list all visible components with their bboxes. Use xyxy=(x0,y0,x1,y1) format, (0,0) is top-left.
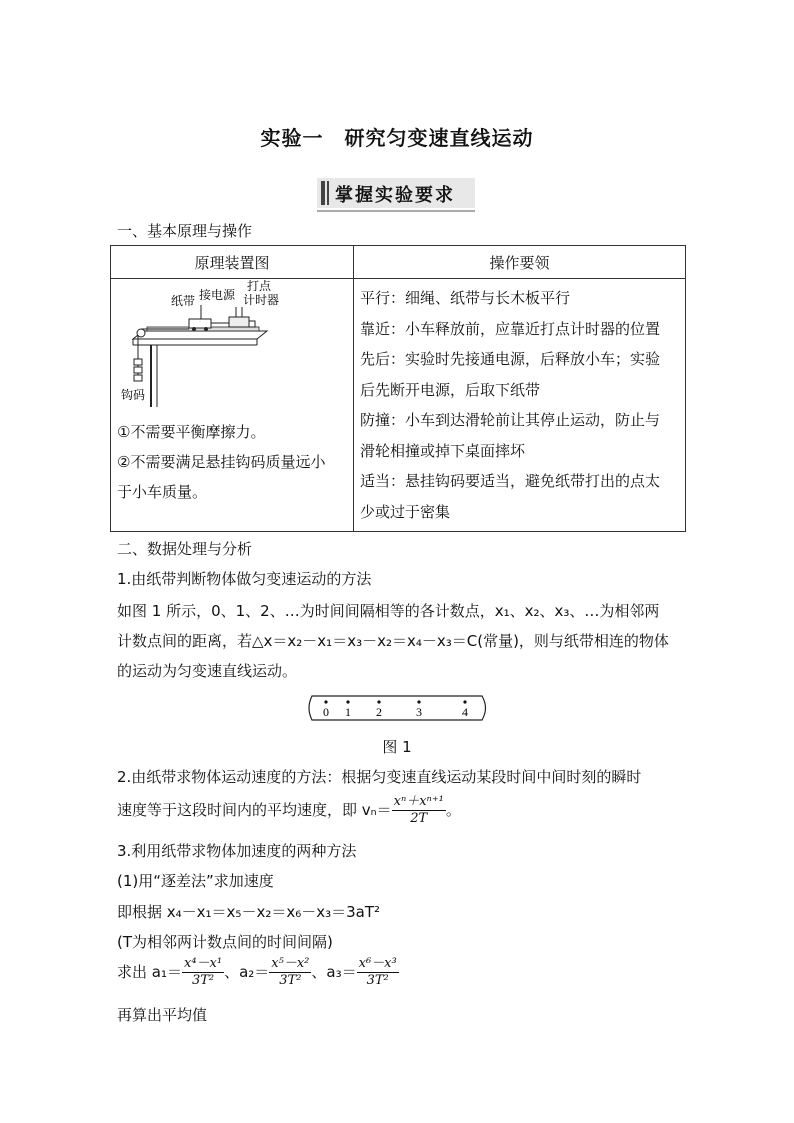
paragraph-heading: 3.利用纸带求物体加速度的两种方法 xyxy=(117,842,357,860)
label-timer-2: 计时器 xyxy=(243,293,280,307)
label-timer-1: 打点 xyxy=(247,279,272,293)
note-1: ①不需要平衡摩擦力。 xyxy=(117,423,266,441)
banner-text: 掌握实验要求 xyxy=(335,185,455,206)
tape-point-label: 2 xyxy=(376,705,382,719)
velocity-formula-line xyxy=(117,794,461,827)
tape-point-label: 4 xyxy=(462,705,468,719)
paragraph-line: 的运动为匀变速直线运动。 xyxy=(117,662,298,680)
op-line: 先后：实验时先接通电源，后释放小车；实验 xyxy=(360,350,661,368)
banner-bar xyxy=(321,181,325,205)
paragraph-line: 再算出平均值 xyxy=(117,1006,208,1024)
fraction-denominator: 3T² xyxy=(191,973,215,988)
acceleration-fraction xyxy=(269,956,311,989)
velocity-fraction xyxy=(392,794,446,827)
fraction-numerator: x⁴－x¹ xyxy=(183,956,223,971)
op-line: 平行：细绳、纸带与长木板平行 xyxy=(360,289,571,307)
operation-cell xyxy=(354,279,686,532)
tape-point-label: 3 xyxy=(416,705,422,719)
banner-bar xyxy=(327,181,329,205)
fraction-numerator: x⁵－x² xyxy=(271,956,310,971)
op-line: 适当：悬挂钩码要适当，避免纸带打出的点太 xyxy=(360,472,661,490)
figure-caption: 图 1 xyxy=(382,738,412,756)
paragraph-line: (T为相邻两计数点间的时间间隔) xyxy=(117,933,333,951)
label-power: 接电源 xyxy=(199,288,236,302)
fraction-denominator: 3T² xyxy=(366,973,389,988)
principle-table xyxy=(110,245,686,532)
tape-dot xyxy=(346,700,349,703)
formula-text: 求出 a₁＝ xyxy=(117,963,182,981)
note-3: 于小车质量。 xyxy=(117,483,208,501)
paragraph-line: 即根据 x₄－x₁＝x₅－x₂＝x₆－x₃＝3aT² xyxy=(117,903,381,921)
apparatus-cell xyxy=(111,279,354,532)
formula-text: 、a₃＝ xyxy=(311,963,357,981)
table-header-left: 原理装置图 xyxy=(111,246,354,279)
page-title: 实验一 研究匀变速直线运动 xyxy=(260,126,534,150)
formula-text: 速度等于这段时间内的平均速度，即 vₙ＝ xyxy=(117,801,392,819)
tape-dot xyxy=(324,700,327,703)
tape-point-label: 1 xyxy=(345,705,351,719)
paragraph-line: 如图 1 所示，0、1、2、…为时间间隔相等的各计数点，x₁、x₂、x₃、…为相邻两 xyxy=(117,602,660,620)
op-line: 防撞：小车到达滑轮前让其停止运动，防止与 xyxy=(360,411,661,429)
fraction-denominator: 3T² xyxy=(279,973,302,988)
tape-dot xyxy=(417,700,420,703)
section-heading-2: 二、数据处理与分析 xyxy=(117,540,253,558)
acceleration-fraction xyxy=(357,956,399,989)
paragraph-heading: 1.由纸带判断物体做匀变速运动的方法 xyxy=(117,570,372,588)
table-header-right: 操作要领 xyxy=(354,246,686,279)
paragraph-line: 2.由纸带求物体运动速度的方法：根据匀变速直线运动某段时间中间时刻的瞬时 xyxy=(117,768,642,786)
acceleration-fraction xyxy=(182,956,224,989)
acceleration-formula-line xyxy=(117,956,399,989)
fraction-numerator: x⁶－x³ xyxy=(358,956,397,971)
tape-dot xyxy=(463,700,466,703)
fraction-denominator: 2T xyxy=(410,811,428,826)
apparatus-diagram xyxy=(111,279,353,417)
formula-end: 。 xyxy=(445,801,461,819)
tape-point-label: 0 xyxy=(323,705,329,719)
op-line: 少或过于密集 xyxy=(360,502,451,521)
banner-underline xyxy=(317,210,475,212)
formula-text: 、a₂＝ xyxy=(224,963,270,981)
op-line: 靠近：小车释放前，应靠近打点计时器的位置 xyxy=(360,319,661,338)
section-banner xyxy=(317,178,475,208)
paragraph-line: (1)用“逐差法”求加速度 xyxy=(117,872,274,890)
op-line: 滑轮相撞或掉下桌面摔坏 xyxy=(360,441,526,460)
section-heading-1: 一、基本原理与操作 xyxy=(117,222,253,240)
label-hook: 钩码 xyxy=(121,388,146,402)
note-2: ②不需要满足悬挂钩码质量远小 xyxy=(117,453,326,471)
paragraph-line: 计数点间的距离，若△x＝x₂－x₁＝x₃－x₂＝x₄－x₃＝C(常量)，则与纸带相连的物体 xyxy=(117,632,669,650)
op-line: 后先断开电源，后取下纸带 xyxy=(360,380,541,399)
fraction-numerator: xⁿ＋xⁿ⁺¹ xyxy=(393,794,444,809)
tape-dot xyxy=(377,700,380,703)
tape-figure xyxy=(306,694,489,722)
label-tape: 纸带 xyxy=(171,294,196,308)
